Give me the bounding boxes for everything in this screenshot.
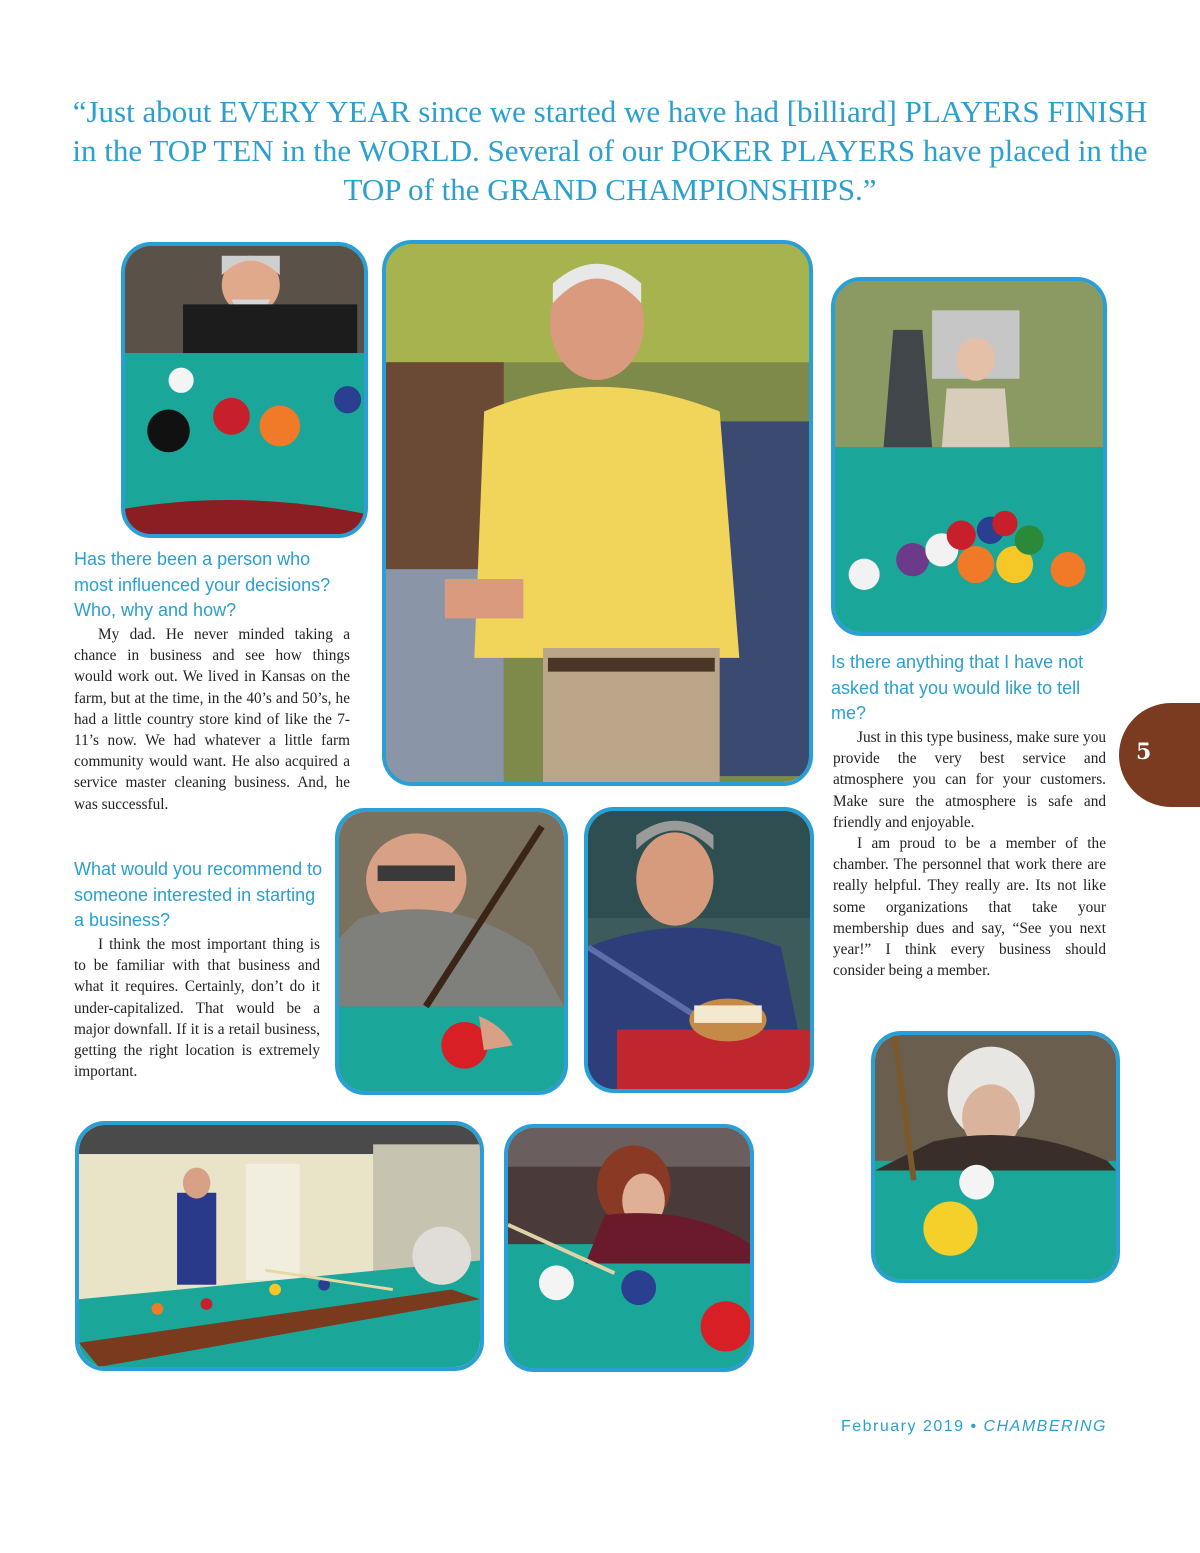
- photo-pool-room-wide: [75, 1121, 484, 1371]
- answer-recommendation: [74, 934, 320, 1082]
- answer-influence: [74, 624, 350, 815]
- photo-elderly-woman-yellow-ball: [871, 1031, 1120, 1283]
- footer-date: February 2019 •: [840, 1418, 978, 1435]
- answer-anything-else-paragraph-1: Just in this type business, make sure you provide the very best service and atmosphere you can for your customers. Make sure the atmosphere is safe and friendly and enjoyable.: [833, 729, 1106, 831]
- page-number-tab: [1119, 703, 1200, 807]
- answer-anything-else: [833, 727, 1106, 981]
- question-influence: Has there been a person who most influenced your decisions? Who, why and how?: [74, 549, 331, 620]
- photo-owner-yellow-shirt: [382, 240, 813, 786]
- question-anything-else: Is there anything that I have not asked that you would like to tell me?: [831, 652, 1084, 723]
- photo-man-eating-burger: [584, 807, 814, 1093]
- answer-anything-else-paragraph-2: I am proud to be a member of the chamber. The personnel that work there are really helpful. They really are. Its not like some organizations that take your membership dues and say, “See you next year!” I think every business should consider being a member.: [833, 835, 1106, 980]
- answer-influence-paragraph: My dad. He never minded taking a chance in business and see how things would work out. We lived in Kansas on the farm, but at the time, in the 40’s and 50’s, he had a little country store kind of like the 7-11’s now. We had whatever a little farm community would want. He also acquired a service master cleaning business. And, he was successful.: [74, 626, 350, 813]
- question-recommendation: What would you recommend to someone interested in starting a business?: [74, 859, 323, 930]
- footer-publication: CHAMBERING: [983, 1418, 1107, 1435]
- photo-woman-racked-balls: [831, 277, 1107, 636]
- page-footer: [841, 1418, 1107, 1436]
- pull-quote: “Just about EVERY YEAR since we started we have had [billiard] PLAYERS FINISH in the TOP TEN in the WORLD. Several of our POKER PLAYERS have placed in the TOP of the GRAND CHAMPIONSHIPS.”: [72, 94, 1148, 207]
- photo-woman-shooting-blue-ball: [504, 1124, 754, 1372]
- photo-man-red-ball: [335, 808, 568, 1095]
- answer-recommendation-paragraph: I think the most important thing is to be familiar with that business and what it requires. Certainly, don’t do it under-capitalized. That would be a major downfall. If it is a retail business, getting the right location is extremely important.: [74, 936, 320, 1081]
- page-number: 5: [1136, 739, 1152, 765]
- photo-player-bearded-aiming: [121, 242, 368, 538]
